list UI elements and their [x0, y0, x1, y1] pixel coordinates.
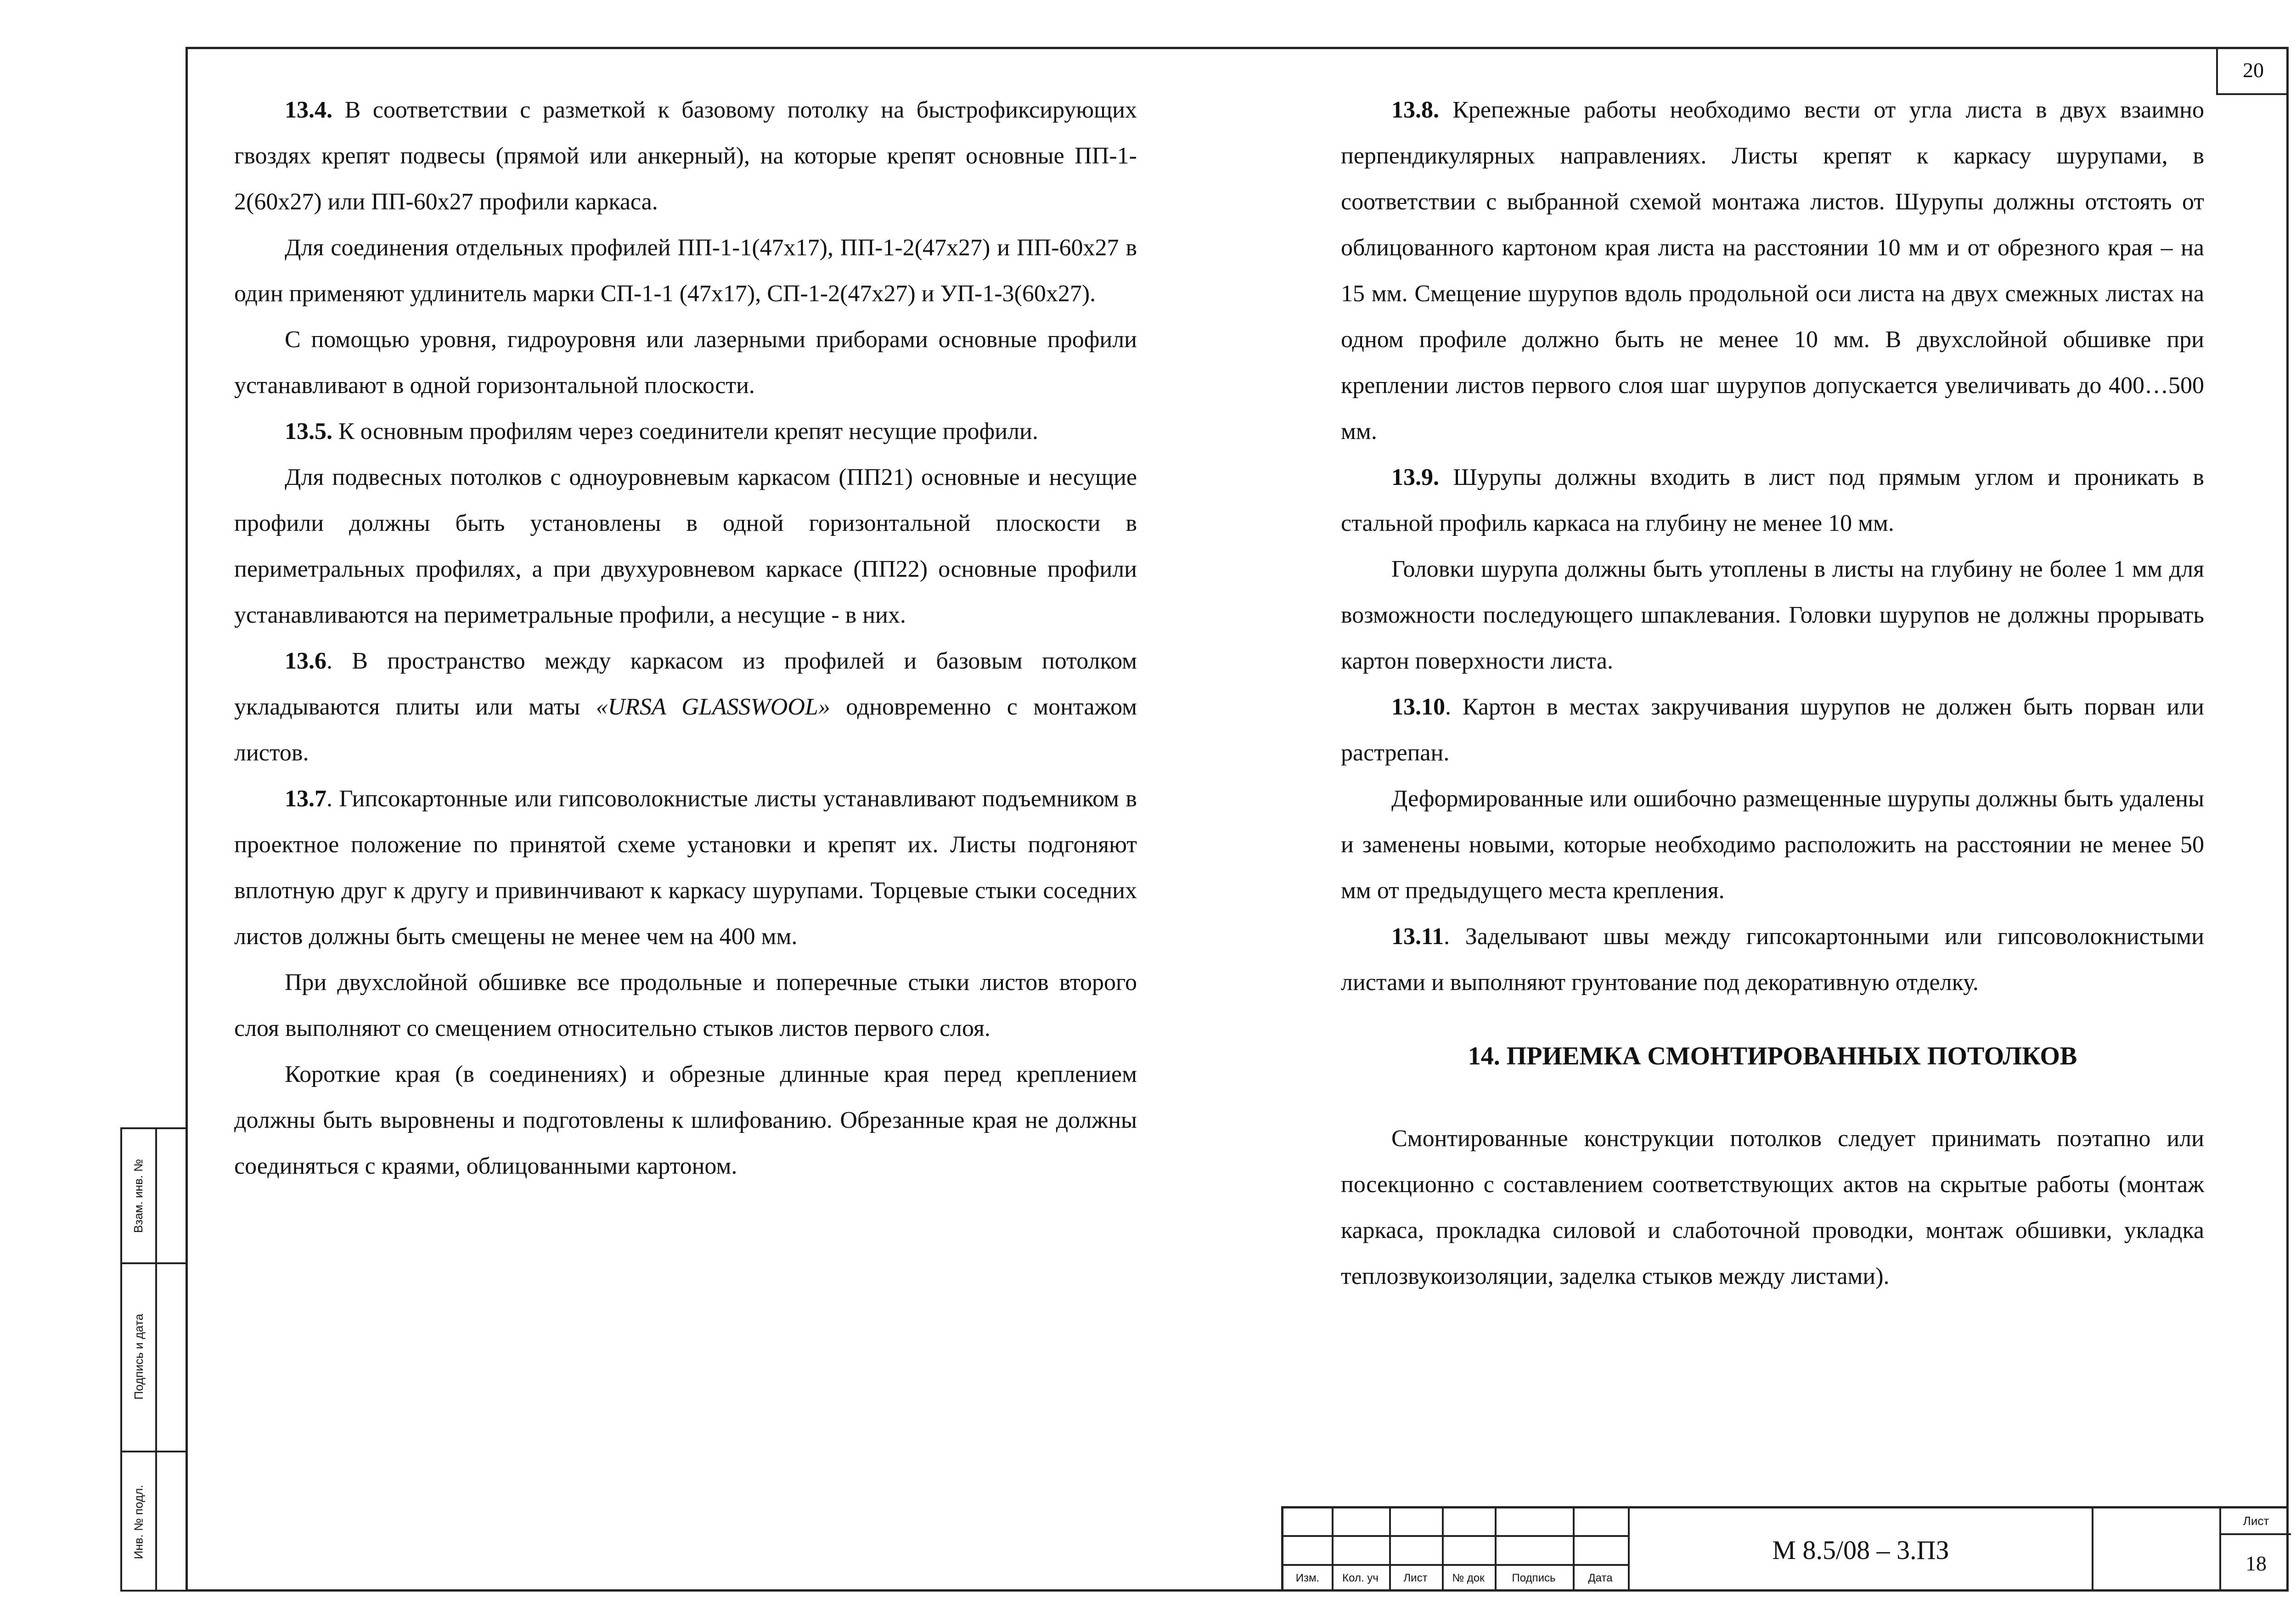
right-column — [1341, 87, 2204, 1300]
paragraph — [234, 225, 1137, 317]
sheet-label: Лист — [2219, 1508, 2291, 1535]
clause-number: 13.9. — [1391, 464, 1439, 490]
paragraph-text: . Гипсокартонные или гипсоволокнистые листы устанавливают подъемником в проектное положение по принятой схеме установки и крепят их. Листы подгоняют вплотную друг к другу и привинчивают к каркасу шурупами. Торцевые стыки соседних листов должны быть смещены не менее чем на 400 мм. — [234, 786, 1137, 950]
paragraph-text: В соответствии с разметкой к базовому потолку на быстрофиксирующих гвоздях крепят подвесы (прямой или анкерный), на которые крепят основные ПП-1-2(60x27) или ПП-60x27 профили каркаса. — [234, 97, 1137, 215]
section-paragraph: Смонтированные конструкции потолков следует принимать поэтапно или посекционно с составлением соответствующих актов на скрытые работы (монтаж каркаса, прокладка силовой и слаботочной проводки, монтаж обшивки, укладка теплозвукоизоляции, заделка стыков между листами). — [1341, 1125, 2204, 1289]
paragraph — [234, 409, 1137, 455]
paragraph — [1341, 455, 2204, 546]
title-block — [1281, 1506, 2289, 1592]
top-page-number: 20 — [2216, 47, 2289, 95]
paragraph-text: Деформированные или ошибочно размещенные шурупы должны быть удалены и заменены новыми, которые необходимо расположить на расстоянии не менее 50 мм от предыдущего места крепления. — [1341, 786, 2204, 904]
sheet-number: 18 — [2219, 1535, 2291, 1592]
paragraph-text: Головки шурупа должны быть утоплены в листы на глубину не более 1 мм для возможности последующего шпаклевания. Головки шурупов не должны прорывать картон поверхности листа. — [1341, 556, 2204, 674]
paragraph — [234, 87, 1137, 225]
sheet-cell — [2092, 1508, 2291, 1592]
clause-number: 13.7 — [285, 786, 326, 812]
stamp-podpis-data: Подпись и дата — [131, 1313, 146, 1400]
paragraph — [234, 317, 1137, 409]
paragraph — [234, 455, 1137, 638]
document-code: М 8.5/08 – 3.ПЗ — [1628, 1508, 2092, 1592]
clause-number: 13.5. — [285, 418, 332, 445]
clause-number: 13.4. — [285, 97, 332, 123]
paragraph-text: одновременно с монтажом листов. — [234, 694, 1137, 766]
paragraph-text: . В пространство между каркасом из профилей и базовым потолком укладываются плиты или маты — [234, 648, 1137, 720]
paragraph — [1341, 914, 2204, 1006]
paragraph — [1341, 776, 2204, 914]
header-list: Лист — [1403, 1572, 1428, 1584]
paragraph — [1341, 87, 2204, 455]
paragraph-text: К основным профилям через соединители крепят несущие профили. — [332, 418, 1038, 445]
stamp-vzam-inv: Взам. инв. № — [131, 1159, 146, 1233]
paragraph-text: При двухслойной обшивке все продольные и поперечные стыки листов второго слоя выполняют со смещением относительно стыков листов первого слоя. — [234, 969, 1137, 1041]
header-izm: Изм. — [1295, 1572, 1320, 1584]
clause-number: 13.10 — [1391, 694, 1445, 720]
product-name: «URSA GLASSWOOL» — [596, 694, 830, 720]
paragraph — [1341, 546, 2204, 684]
header-data: Дата — [1588, 1572, 1613, 1584]
revision-grid — [1283, 1508, 1628, 1592]
section-heading: 14. ПРИЕМКА СМОНТИРОВАННЫХ ПОТОЛКОВ — [1468, 1042, 2077, 1070]
paragraph-text: Для подвесных потолков с одноуровневым каркасом (ПП21) основные и несущие профили должны быть установлены в одной горизонтальной плоскости в периметральных профилях, а при двухуровневом каркасе (ПП22) основные профили устанавливаются на периметральные профили, а несущие - в них. — [234, 464, 1137, 628]
header-podpis: Подпись — [1512, 1572, 1556, 1584]
paragraph — [234, 960, 1137, 1052]
paragraph — [234, 776, 1137, 960]
left-column — [234, 87, 1137, 1189]
paragraph-text: . Заделывают швы между гипсокартонными или гипсоволокнистыми листами и выполняют грунтование под декоративную отделку. — [1341, 923, 2204, 996]
paragraph-text: . Картон в местах закручивания шурупов не должен быть порван или растрепан. — [1341, 694, 2204, 766]
paragraph-text: С помощью уровня, гидроуровня или лазерными приборами основные профили устанавливают в одной горизонтальной плоскости. — [234, 326, 1137, 399]
paragraph-text: Крепежные работы необходимо вести от угла листа в двух взаимно перпендикулярных направлениях. Листы крепят к каркасу шурупами, в соответствии с выбранной схемой монтажа листов. Шурупы должны отстоять от облицованного картоном края листа на расстоянии 10 мм и от обрезного края – на 15 мм. Смещение шурупов вдоль продольной оси листа на двух смежных листах на одном профиле должно быть не менее 10 мм. В двухслойной обшивке при креплении листов первого слоя шаг шурупов допускается увеличивать до 400…500 мм. — [1341, 97, 2204, 445]
paragraph — [234, 1052, 1137, 1189]
clause-number: 13.11 — [1391, 923, 1444, 950]
paragraph-text: Шурупы должны входить в лист под прямым углом и проникать в стальной профиль каркаса на глубину не менее 10 мм. — [1341, 464, 2204, 536]
paragraph-text: Короткие края (в соединениях) и обрезные длинные края перед креплением должны быть выровнены и подготовлены к шлифованию. Обрезанные края не должны соединяться с краями, облицованными картоном. — [234, 1061, 1137, 1179]
paragraph-text: Для соединения отдельных профилей ПП-1-1(47x17), ПП-1-2(47x27) и ПП-60x27 в один применяют удлинитель марки СП-1-1 (47x17), СП-1-2(47x27) и УП-1-3(60x27). — [234, 235, 1137, 307]
paragraph — [234, 638, 1137, 776]
clause-number: 13.6 — [285, 648, 326, 674]
side-stamp — [120, 1127, 187, 1592]
header-kol-uch: Кол. уч — [1342, 1572, 1379, 1584]
stamp-inv-podl: Инв. № подл. — [131, 1485, 146, 1559]
stamp-divider — [155, 1129, 157, 1590]
paragraph — [1341, 684, 2204, 776]
header-n-dok: № док — [1452, 1572, 1485, 1584]
clause-number: 13.8. — [1391, 97, 1439, 123]
